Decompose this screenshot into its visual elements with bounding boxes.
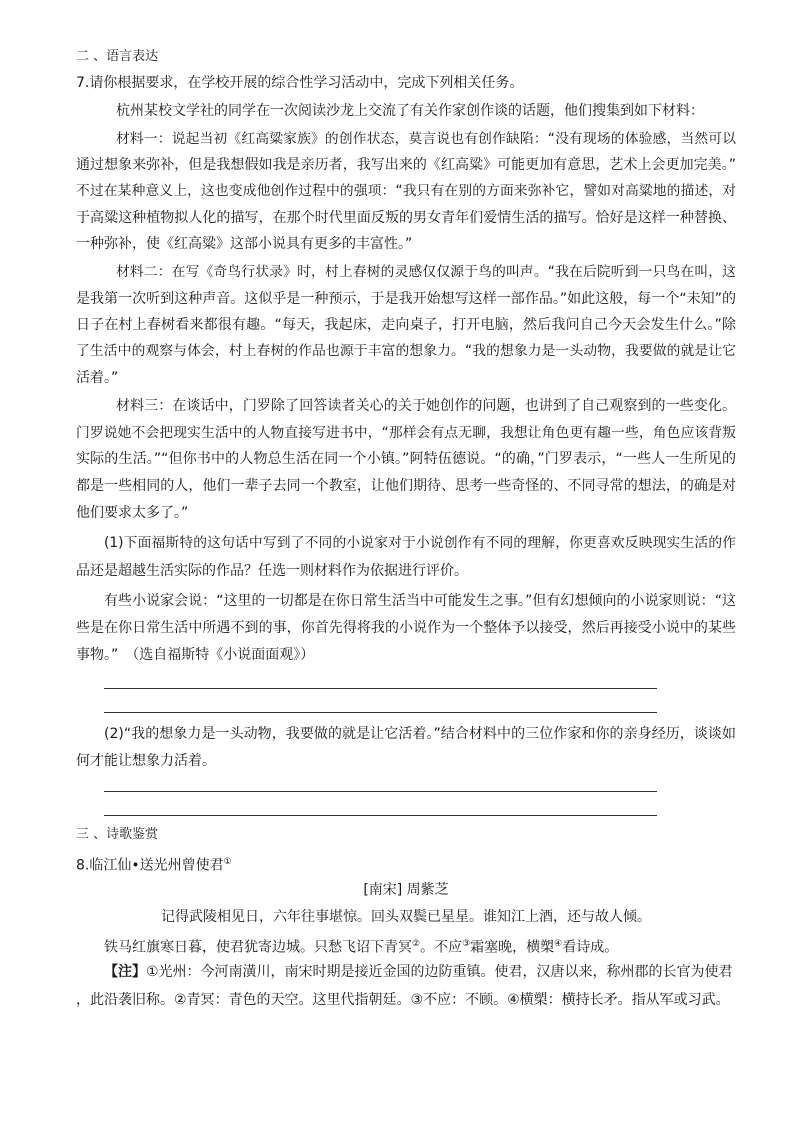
- material-2-line: 活着。”: [76, 370, 119, 386]
- quote-line: 些是在你日常生活中所遇不到的事，你首先得将我的小说作为一个整体予以接受，然后再接受小说中的某些: [76, 620, 736, 636]
- answer-line[interactable]: [104, 791, 657, 792]
- quote-line: 有些小说家会说：“这里的一切都是在你日常生活当中可能发生之事。”但有幻想倾向的小说家则说：“这: [104, 593, 736, 609]
- material-intro: 杭州某校文学社的同学在一次阅读沙龙上交流了有关作家创作谈的话题，他们搜集到如下材料：: [116, 103, 704, 119]
- footnote-mark: ②: [412, 939, 421, 949]
- footnote-mark: ③: [462, 939, 471, 949]
- material-3-line: 他们要求太多了。”: [76, 505, 189, 521]
- material-1-line: 通过想象来弥补，但是我想假如我是亲历者，我写出来的《红高粱》可能更加有意思，艺术上会更加完美。”: [76, 157, 736, 173]
- notes-line-2: ，此沿袭旧称。②青冥：青色的天空。这里代指朝廷。③不应：不顾。④横槊：横持长矛。指从军或习武。: [76, 992, 730, 1008]
- material-2-line: 是我第一次听到这种声音。这似乎是一种预示，于是我开始想写这样一部作品。”如此这般，每一个“未知”的: [76, 291, 736, 307]
- section-3-title: 三 、诗歌鉴赏: [76, 827, 159, 842]
- subquestion-1-line: 品还是超越生活实际的作品？任选一则材料作为依据进行评价。: [76, 563, 468, 579]
- answer-line[interactable]: [104, 712, 657, 713]
- section-2-title: 二 、语言表达: [76, 49, 159, 64]
- material-1-line: 材料一：说起当初《红高粱家族》的创作状态，莫言说也有创作缺陷：“没有现场的体验感，当然可以: [116, 131, 736, 147]
- poem-line-2: [104, 934, 736, 958]
- material-3-line: 实际的生活。”“但你书中的人物总生活在同一个小镇。”阿特伍德说。“的确，”门罗表示，“一些人一生所见的: [76, 451, 736, 467]
- material-2-line: 日子在村上春树看来都很有趣。“每天，我起床，走向桌子，打开电脑，然后我问自己今天会发生什么。”除: [76, 317, 736, 333]
- poem-text: 霜塞晚，横槊: [470, 939, 555, 956]
- poem-title: 8.临江仙•送光州曾使君: [76, 857, 224, 874]
- footnote-mark: ①: [223, 857, 232, 867]
- question-7-stem: 7.请你根据要求，在学校开展的综合性学习活动中，完成下列相关任务。: [76, 75, 524, 91]
- material-1-line: 于高粱这种植物拟人化的描写，在那个时代里面反叛的男女青年们爱情生活的描写。恰好是这样一种替换、: [76, 210, 736, 226]
- subquestion-2-line: 何才能让想象力活着。: [76, 753, 216, 769]
- material-1-line: 一种弥补，使《红高粱》这部小说具有更多的丰富性。”: [76, 236, 413, 252]
- material-3-line: 材料三：在谈话中，门罗除了回答读者关心的关于她创作的问题，也讲到了自己观察到的一些变化。: [116, 398, 736, 414]
- notes-label: 【注】: [104, 964, 146, 980]
- quote-line: 事物。” （选自福斯特《小说面面观》）: [76, 647, 315, 663]
- poem-text: 看诗成。: [562, 939, 619, 956]
- answer-line[interactable]: [104, 815, 657, 816]
- material-3-line: 门罗说她不会把现实生活中的人物直接写进书中，“那样会有点无聊，我想让角色更有趣一些，角色应该背叛: [76, 425, 736, 441]
- material-2-line: 了生活中的观察与体会，村上春树的作品也源于丰富的想象力。“我的想象力是一头动物，我要做的就是让它: [76, 343, 736, 359]
- poem-line-1: 记得武陵相见日，六年往事堪惊。回头双鬓已星星。谁知江上酒，还与故人倾。: [161, 909, 651, 925]
- material-2-line: 材料二：在写《奇鸟行状录》时，村上春树的灵感仅仅源于鸟的叫声。“我在后院听到一只鸟在叫，这: [116, 264, 736, 280]
- footnote-mark: ④: [554, 939, 563, 949]
- subquestion-2-line: (2)“我的想象力是一头动物，我要做的就是让它活着。”结合材料中的三位作家和你的亲身经历，谈谈如: [104, 726, 736, 742]
- poem-text: 。不应: [420, 939, 463, 956]
- poem-text: 铁马红旗寒日暮，使君犹寄边城。只愁飞诏下青冥: [104, 939, 412, 956]
- subquestion-1-line: (1)下面福斯特的这句话中写到了不同的小说家对于小说创作有不同的理解，你更喜欢反映现实生活的作: [104, 535, 736, 551]
- notes-text: ①光州：今河南潢川，南宋时期是接近金国的边防重镇。使君，汉唐以来，称州郡的长官为使君: [146, 964, 733, 980]
- notes-line-1: [104, 962, 736, 982]
- material-1-line: 不过在某种意义上，这也变成他创作过程中的强项：“我只有在别的方面来弥补它，譬如对高粱地的描述，对: [76, 183, 736, 199]
- poem-author: [南宋] 周紫芝: [363, 882, 449, 898]
- material-3-line: 都是一些相同的人，他们一辈子去同一个教室，让他们期待、思考一些奇怪的、不同寻常的想法，的确是对: [76, 478, 736, 494]
- answer-line[interactable]: [104, 688, 657, 689]
- question-8-stem: [76, 852, 736, 876]
